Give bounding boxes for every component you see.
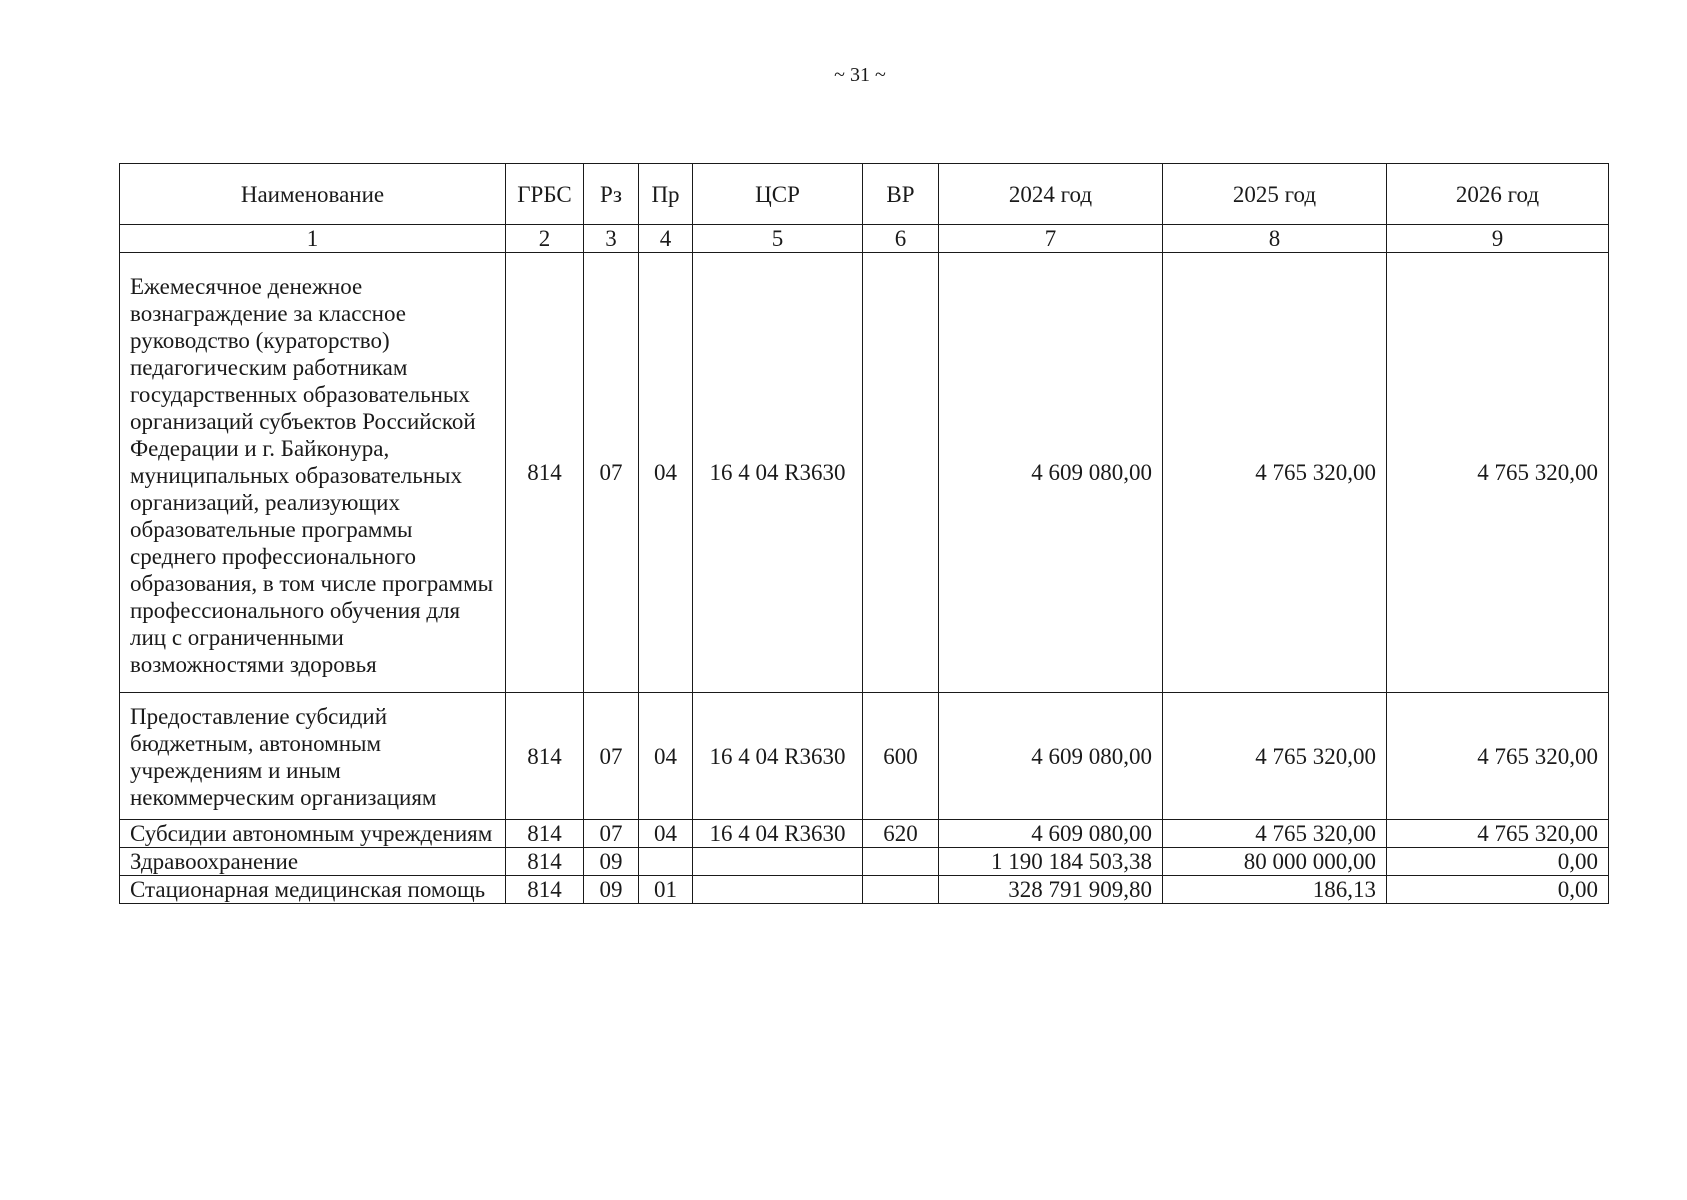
row-2026: 0,00	[1387, 876, 1609, 904]
table-row	[120, 253, 1609, 693]
row-vr	[863, 848, 939, 876]
table-row	[120, 848, 1609, 876]
row-2026: 4 765 320,00	[1387, 820, 1609, 848]
table-row	[120, 876, 1609, 904]
row-pr	[639, 848, 693, 876]
column-number-row	[120, 225, 1609, 253]
row-rz: 07	[584, 693, 639, 820]
row-name: Здравоохранение	[120, 848, 506, 876]
header-pr: Пр	[639, 164, 693, 225]
row-name: Субсидии автономным учреждениям	[120, 820, 506, 848]
row-2026: 0,00	[1387, 848, 1609, 876]
row-vr	[863, 253, 939, 693]
row-pr: 01	[639, 876, 693, 904]
column-number: 2	[506, 225, 584, 253]
row-rz: 07	[584, 253, 639, 693]
budget-table	[119, 163, 1609, 904]
row-csr: 16 4 04 R3630	[693, 820, 863, 848]
row-2025: 4 765 320,00	[1163, 820, 1387, 848]
column-number: 6	[863, 225, 939, 253]
row-rz: 09	[584, 848, 639, 876]
header-rz: Рз	[584, 164, 639, 225]
row-csr: 16 4 04 R3630	[693, 253, 863, 693]
row-grbs: 814	[506, 820, 584, 848]
row-pr: 04	[639, 253, 693, 693]
row-2026: 4 765 320,00	[1387, 693, 1609, 820]
page-number: ~ 31 ~	[834, 64, 886, 86]
row-2024: 4 609 080,00	[939, 820, 1163, 848]
column-number: 7	[939, 225, 1163, 253]
column-number: 3	[584, 225, 639, 253]
row-pr: 04	[639, 693, 693, 820]
row-csr: 16 4 04 R3630	[693, 693, 863, 820]
header-vr: ВР	[863, 164, 939, 225]
row-rz: 09	[584, 876, 639, 904]
column-number: 5	[693, 225, 863, 253]
header-grbs: ГРБС	[506, 164, 584, 225]
row-csr	[693, 876, 863, 904]
row-2024: 4 609 080,00	[939, 253, 1163, 693]
row-2026: 4 765 320,00	[1387, 253, 1609, 693]
row-2025: 4 765 320,00	[1163, 693, 1387, 820]
row-grbs: 814	[506, 693, 584, 820]
row-2025: 186,13	[1163, 876, 1387, 904]
column-number: 8	[1163, 225, 1387, 253]
header-2025: 2025 год	[1163, 164, 1387, 225]
header-row	[120, 164, 1609, 225]
row-name: Предоставление субсидий бюджетным, автономным учреждениям и иным некоммерческим организациям	[120, 693, 506, 820]
row-vr: 620	[863, 820, 939, 848]
table-row	[120, 820, 1609, 848]
table-row	[120, 693, 1609, 820]
row-grbs: 814	[506, 876, 584, 904]
row-vr	[863, 876, 939, 904]
header-2026: 2026 год	[1387, 164, 1609, 225]
row-2024: 328 791 909,80	[939, 876, 1163, 904]
row-2025: 80 000 000,00	[1163, 848, 1387, 876]
column-number: 1	[120, 225, 506, 253]
header-name: Наименование	[120, 164, 506, 225]
row-2024: 1 190 184 503,38	[939, 848, 1163, 876]
row-rz: 07	[584, 820, 639, 848]
header-2024: 2024 год	[939, 164, 1163, 225]
header-csr: ЦСР	[693, 164, 863, 225]
row-csr	[693, 848, 863, 876]
column-number: 9	[1387, 225, 1609, 253]
row-grbs: 814	[506, 848, 584, 876]
row-name: Стационарная медицинская помощь	[120, 876, 506, 904]
row-2024: 4 609 080,00	[939, 693, 1163, 820]
column-number: 4	[639, 225, 693, 253]
row-name: Ежемесячное денежное вознаграждение за классное руководство (кураторство) педагогическим работникам государственных образовательных организаций субъектов Российской Федерации и г. Байконура, муниципальных образовательных организаций, реализующих образовательные программы среднего профессионального образования, в том числе программы профессионального обучения для лиц с ограниченными возможностями здоровья	[120, 253, 506, 693]
row-grbs: 814	[506, 253, 584, 693]
row-pr: 04	[639, 820, 693, 848]
row-2025: 4 765 320,00	[1163, 253, 1387, 693]
row-vr: 600	[863, 693, 939, 820]
